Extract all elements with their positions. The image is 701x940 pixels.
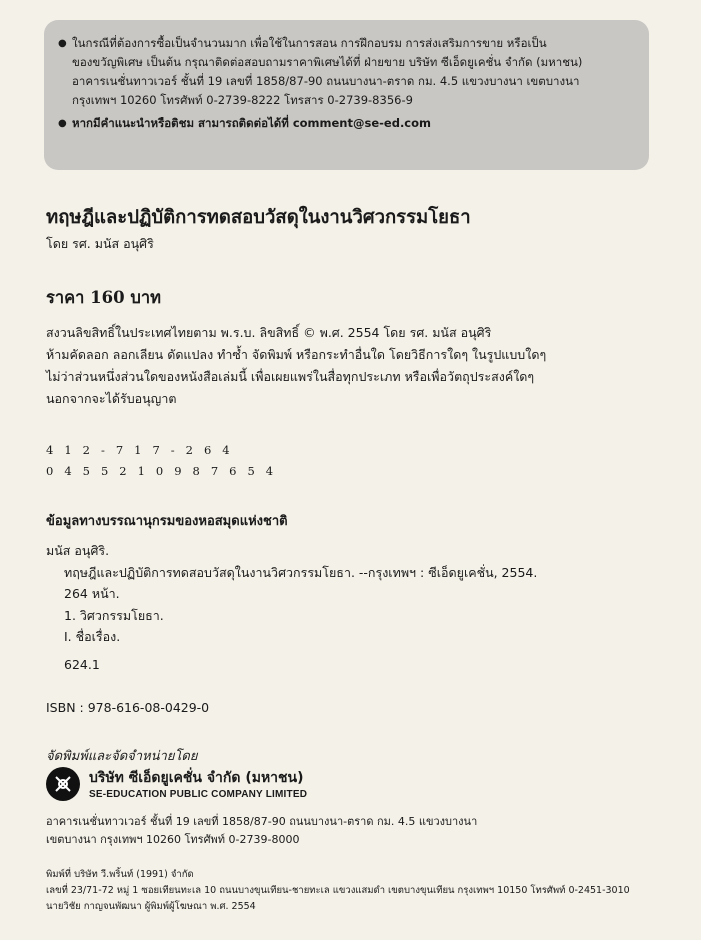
cip-title-entry: I. ชื่อเรื่อง. <box>64 629 121 644</box>
publisher-name-en: SE-EDUCATION PUBLIC COMPANY LIMITED <box>89 789 308 800</box>
printer-line: เลขที่ 23/71-72 หมู่ 1 ซอยเทียนทะเล 10 ถนนบางขุนเทียน-ชายทะเล แขวงแสมดำ เขตบางขุนเทียน กรุงเทพฯ 10150 โทรศัพท์ 0-2451-3010 <box>46 885 630 896</box>
print-codes <box>46 440 284 482</box>
notice-line: ในกรณีที่ต้องการซื้อเป็นจำนวนมาก เพื่อใช้ในการสอน การฝึกอบรม การส่งเสริมการขาย หรือเป็น <box>72 36 547 50</box>
code-line-2: 0455210987654 <box>46 464 285 478</box>
copyright-line: ไม่ว่าส่วนหนึ่งส่วนใดของหนังสือเล่มนี้ เพื่อเผยแพร่ในสื่อทุกประเภท หรือเพื่อวัตถุประสงค์ใดๆ <box>46 369 535 384</box>
book-author: โดย รศ. มนัส อนุศิริ <box>46 236 154 251</box>
copyright-line: สงวนลิขสิทธิ์ในประเทศไทยตาม พ.ร.บ. ลิขสิทธิ์ © พ.ศ. 2554 โดย รศ. มนัส อนุศิริ <box>46 325 492 340</box>
cip-class-number: 624.1 <box>64 656 100 672</box>
notice-item <box>58 114 633 133</box>
notice-line: ของขวัญพิเศษ เป็นต้น กรุณาติดต่อสอบถามราคาพิเศษได้ที่ ฝ่ายขาย บริษัท ซีเอ็ดยูเคชั่น จำกัด (มหาชน) <box>72 55 583 69</box>
printer-line: นายวิชัย กาญจนพัฒนา ผู้พิมพ์ผู้โฆษณา พ.ศ. 2554 <box>46 901 256 912</box>
book-title: ทฤษฎีและปฏิบัติการทดสอบวัสดุในงานวิศวกรรมโยธา <box>46 207 471 228</box>
bullet-icon: ● <box>58 118 67 129</box>
printer-line: พิมพ์ที่ บริษัท วี.พริ้นท์ (1991) จำกัด <box>46 869 194 880</box>
notice-item <box>58 34 633 110</box>
address-line: อาคารเนชั่นทาวเวอร์ ชั้นที่ 19 เลขที่ 1858/87-90 ถนนบางนา-ตราด กม. 4.5 แขวงบางนา <box>46 815 478 828</box>
cip-author: มนัส อนุศิริ. <box>46 543 110 558</box>
cip-entry: ทฤษฎีและปฏิบัติการทดสอบวัสดุในงานวิศวกรรมโยธา. --กรุงเทพฯ : ซีเอ็ดยูเคชั่น, 2554. <box>64 564 538 580</box>
notice-line: กรุงเทพฯ 10260 โทรศัพท์ 0-2739-8222 โทรสาร 0-2739-8356-9 <box>72 93 413 107</box>
notice-line: อาคารเนชั่นทาวเวอร์ ชั้นที่ 19 เลขที่ 1858/87-90 ถนนบางนา-ตราด กม. 4.5 แขวงบางนา เขตบางนา <box>72 74 580 88</box>
address-line: เขตบางนา กรุงเทพฯ 10260 โทรศัพท์ 0-2739-8000 <box>46 833 300 846</box>
cip-subject: 1. วิศวกรรมโยธา. <box>64 607 164 623</box>
copyright-line: นอกจากจะได้รับอนุญาต <box>46 391 177 406</box>
cip-heading: ข้อมูลทางบรรณานุกรมของหอสมุดแห่งชาติ <box>46 514 288 529</box>
publisher-logo-icon <box>46 767 80 801</box>
publisher-label: จัดพิมพ์และจัดจำหน่ายโดย <box>46 749 198 764</box>
copyright-notice <box>46 322 546 410</box>
cip-pages: 264 หน้า. <box>64 586 120 601</box>
cip-block <box>46 540 537 675</box>
feedback-line: หากมีคำแนะนำหรือติชม สามารถติดต่อได้ที่ comment@se-ed.com <box>72 116 432 130</box>
copyright-line: ห้ามคัดลอก ลอกเลียน ดัดแปลง ทำซ้ำ จัดพิมพ์ หรือกระทำอื่นใด โดยวิธีการใดๆ ในรูปแบบใดๆ <box>46 347 547 362</box>
publisher-name-th: บริษัท ซีเอ็ดยูเคชั่น จำกัด (มหาชน) <box>89 770 304 786</box>
notice-box <box>44 20 649 170</box>
publisher-address <box>46 813 477 849</box>
code-line-1: 412-717-264 <box>46 443 241 457</box>
book-price: ราคา 160 บาท <box>46 288 161 307</box>
bullet-icon: ● <box>58 38 67 49</box>
printer-info <box>46 867 630 915</box>
isbn: ISBN : 978-616-08-0429-0 <box>46 700 210 715</box>
